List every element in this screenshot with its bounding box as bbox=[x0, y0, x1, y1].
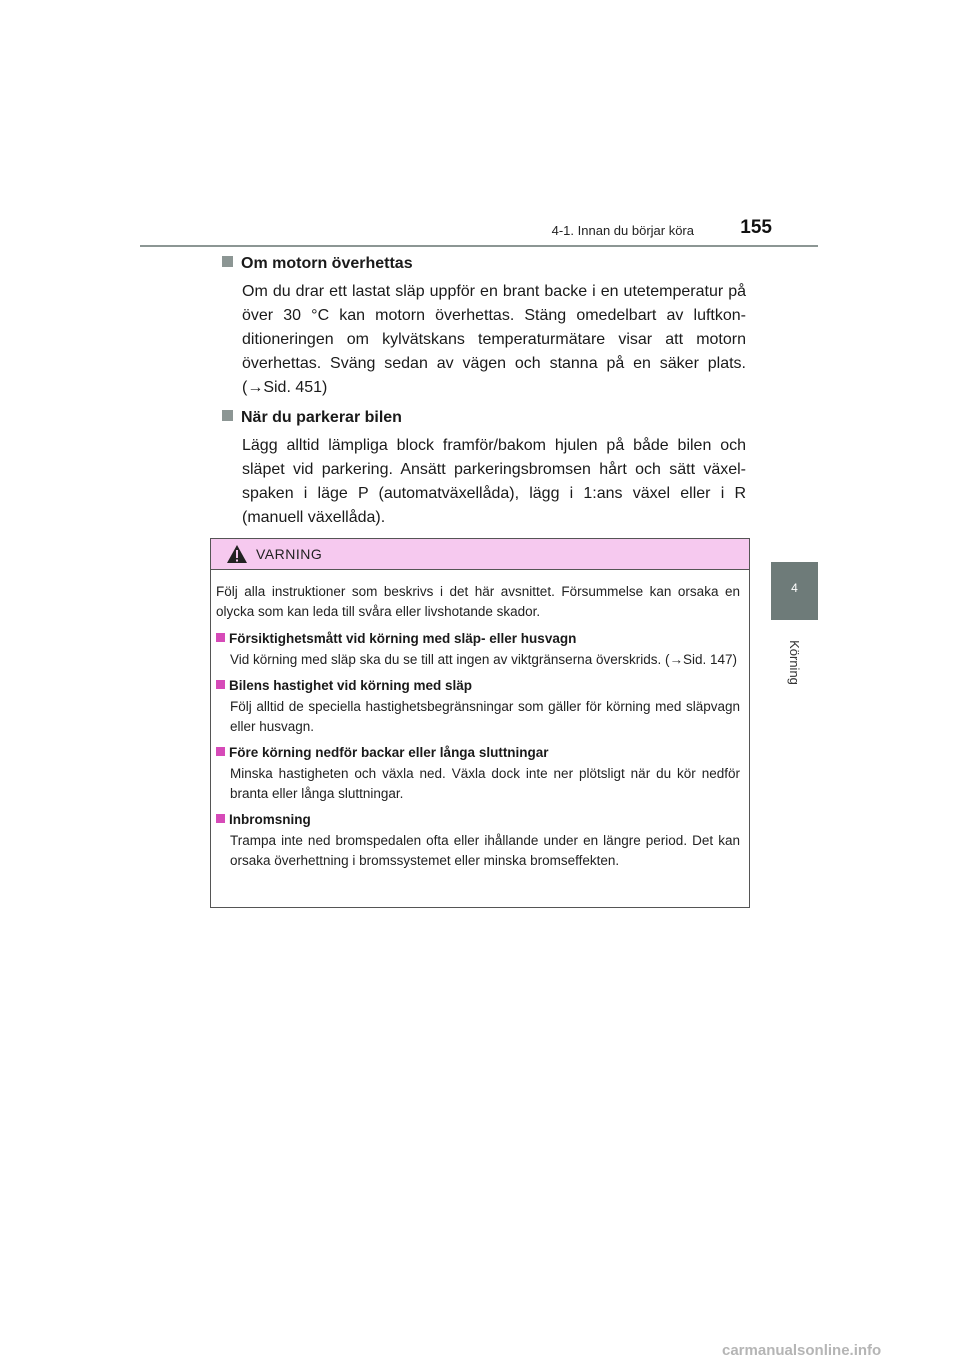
warning-item-heading bbox=[216, 676, 740, 696]
page-header bbox=[140, 213, 818, 247]
warning-box bbox=[210, 538, 750, 908]
square-bullet-icon bbox=[222, 410, 233, 421]
warning-triangle-icon bbox=[226, 544, 248, 564]
main-content bbox=[222, 252, 746, 536]
watermark-logo: carmanualsonline.info bbox=[722, 1342, 882, 1359]
warning-item-heading bbox=[216, 629, 740, 649]
warning-item-heading-text: Försiktighetsmått vid körning med släp- eller husvagn bbox=[229, 631, 577, 646]
warning-content bbox=[211, 570, 749, 871]
warning-item-body: Minska hastigheten och växla ned. Växla dock inte ner plötsligt när du kör nedför branta eller långa sluttningar. bbox=[230, 766, 740, 801]
chapter-title bbox=[764, 632, 824, 692]
warning-item bbox=[216, 676, 740, 737]
warning-intro: Följ alla instruktioner som beskrivs i det här avsnittet. Försummelse kan orsaka en olycka som kan leda till svåra eller livshotande skador. bbox=[216, 584, 740, 619]
warning-item-heading-text: Före körning nedför backar eller långa sluttningar bbox=[229, 745, 549, 760]
warning-item bbox=[216, 743, 740, 804]
warning-item-heading-text: Bilens hastighet vid körning med släp bbox=[229, 678, 473, 693]
square-bullet-icon bbox=[222, 256, 233, 267]
warning-item-heading bbox=[216, 743, 740, 763]
warning-item-body: Vid körning med släp ska du se till att ingen av viktgränserna överskrids. (→Sid. 147) bbox=[230, 652, 737, 667]
warning-item-heading bbox=[216, 810, 740, 830]
section-parking bbox=[222, 406, 746, 530]
section-heading-text: Om motorn överhettas bbox=[241, 255, 413, 272]
square-bullet-icon bbox=[216, 814, 225, 823]
section-body: Om du drar ett lastat släp uppför en brant backe i en utetemperatur på över 30 °C kan motorn överhettas. Stäng omedelbart av luftkon-ditioneringen om kylvätskans temperaturmätare visar att motorn överhettas. Sväng sedan av vägen och stanna på en säker plats. (→Sid. 451) bbox=[242, 283, 746, 396]
warning-item bbox=[216, 629, 740, 670]
section-heading bbox=[222, 252, 746, 276]
chapter-tab: 4 bbox=[771, 562, 818, 620]
square-bullet-icon bbox=[216, 680, 225, 689]
section-label: 4-1. Innan du börjar köra bbox=[551, 223, 694, 238]
warning-item-heading-text: Inbromsning bbox=[229, 812, 311, 827]
chapter-title-text: Körning bbox=[786, 639, 802, 685]
page-number: 155 bbox=[740, 217, 772, 238]
section-body: Lägg alltid lämpliga block framför/bakom hjulen på både bilen och släpet vid parkering. Ansätt parkeringsbromsen hårt och sätt växel-spaken i läge P (automatväxellåda), lägg i 1:ans växel eller i R (manuell växellåda). bbox=[242, 437, 746, 526]
section-heading bbox=[222, 406, 746, 430]
section-engine-overheat bbox=[222, 252, 746, 400]
square-bullet-icon bbox=[216, 633, 225, 642]
warning-item-body: Följ alltid de speciella hastighetsbegränsningar som gäller för körning med släpvagn eller husvagn. bbox=[230, 699, 740, 734]
warning-item-body: Trampa inte ned bromspedalen ofta eller ihållande under en längre period. Det kan orsaka överhettning i bromssystemet eller minska bromseffekten. bbox=[230, 833, 740, 868]
square-bullet-icon bbox=[216, 747, 225, 756]
section-heading-text: När du parkerar bilen bbox=[241, 409, 402, 426]
warning-title: VARNING bbox=[256, 546, 323, 562]
warning-header bbox=[211, 539, 749, 570]
warning-item bbox=[216, 810, 740, 871]
